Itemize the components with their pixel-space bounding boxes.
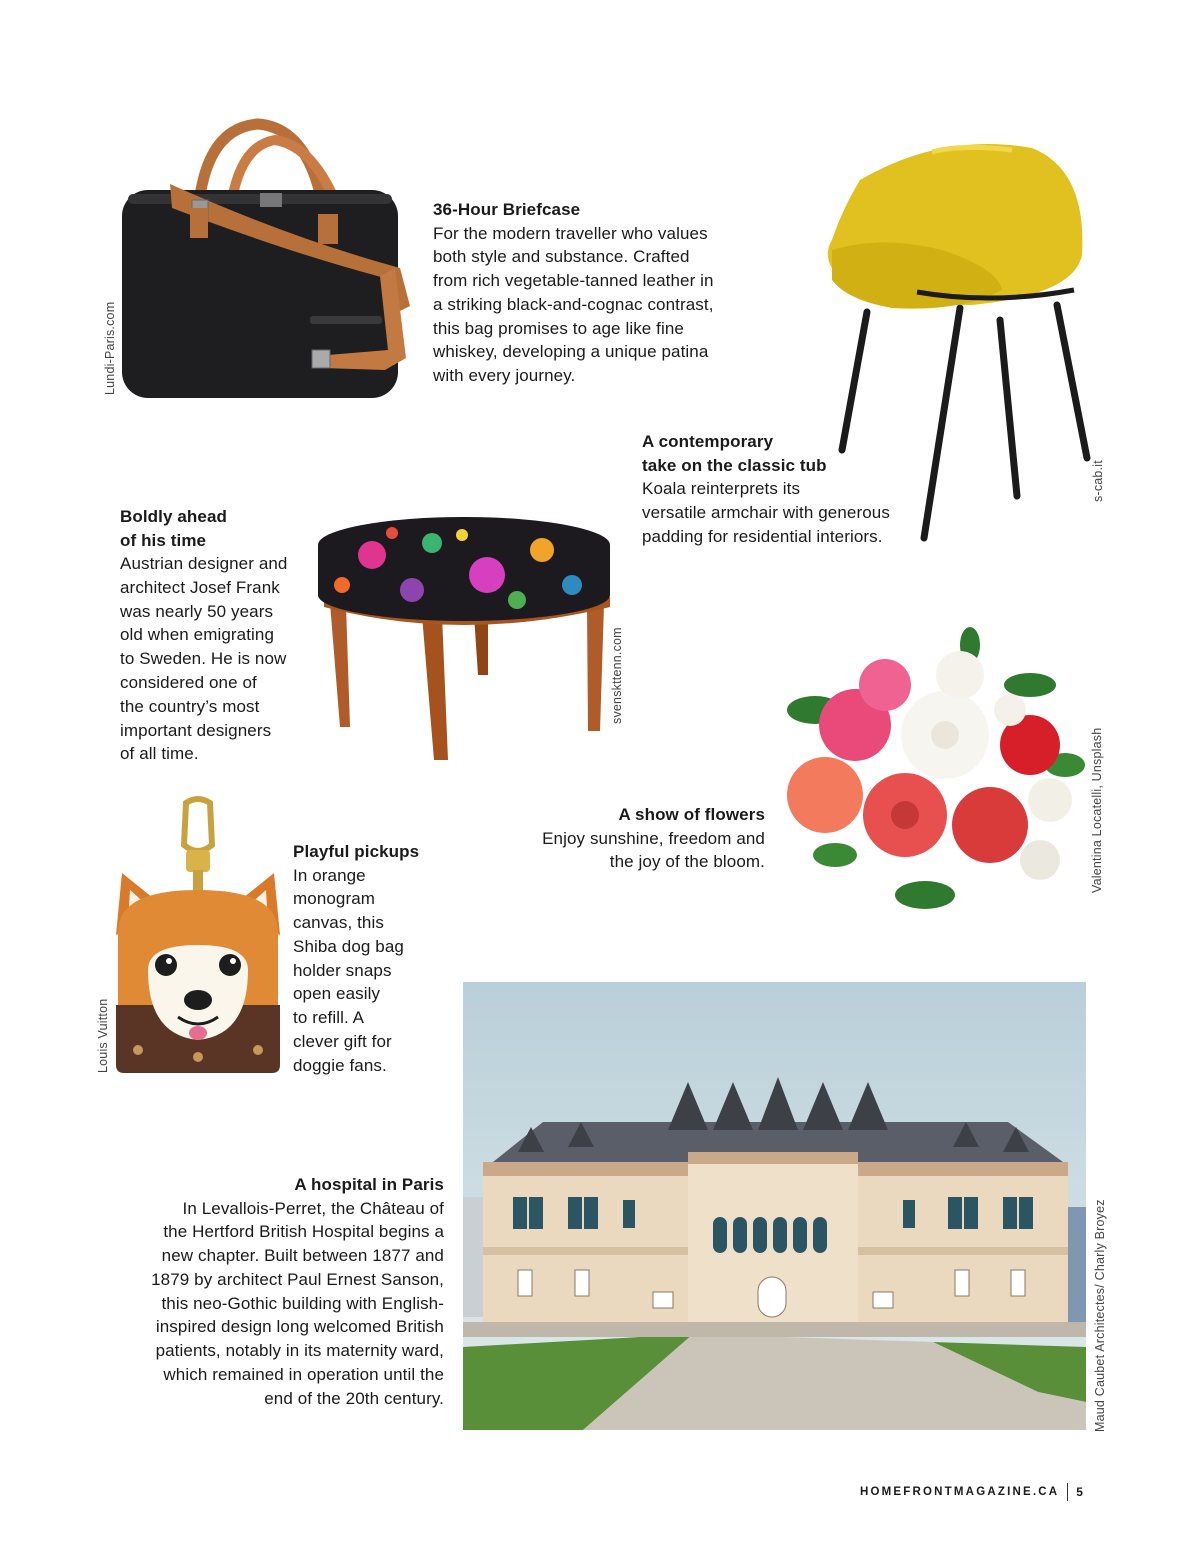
briefcase-title: 36-Hour Briefcase bbox=[433, 200, 581, 219]
stool-title: Boldly ahead of his time bbox=[120, 507, 228, 550]
dog-bag-photo-credit: Louis Vuitton bbox=[96, 998, 110, 1073]
flowers-title: A show of flowers bbox=[618, 805, 765, 824]
stool-photo-credit: svenskttenn.com bbox=[610, 627, 624, 724]
footer-website: HOMEFRONTMAGAZINE.CA bbox=[860, 1486, 1060, 1498]
pickups-description: In orange monogram canvas, this Shiba dog bag holder snaps open easily to refill. A clever gift for doggie fans. bbox=[293, 865, 404, 1075]
hospital-title: A hospital in Paris bbox=[294, 1175, 444, 1194]
stool-image bbox=[312, 515, 617, 765]
chateau-image bbox=[463, 982, 1086, 1430]
dog-bag-holder-image bbox=[108, 795, 288, 1075]
hospital-photo bbox=[463, 982, 1086, 1430]
page-footer bbox=[860, 1483, 1083, 1501]
stool-description: Austrian designer and architect Josef Frank was nearly 50 years old when emigrating to Sweden. He is now considered one of the country’s most important designers of all time. bbox=[120, 554, 288, 764]
pickups-title: Playful pickups bbox=[293, 842, 420, 861]
chair-title: A contemporary take on the classic tub bbox=[642, 432, 827, 475]
page-number: 5 bbox=[1076, 1485, 1083, 1499]
chair-photo-credit: s-cab.it bbox=[1091, 460, 1105, 502]
briefcase-image bbox=[110, 118, 410, 408]
flowers-description: Enjoy sunshine, freedom and the joy of the bloom. bbox=[542, 828, 765, 872]
flowers-photo-credit: Valentina Locatelli, Unsplash bbox=[1090, 727, 1104, 893]
footer-divider bbox=[1067, 1483, 1068, 1501]
briefcase-description: For the modern traveller who values both style and substance. Crafted from rich vegetable-tanned leather in a striking black-and-cognac contrast, this bag promises to age like fine whiskey, developing a unique patina with every journey. bbox=[433, 223, 714, 386]
chair-description: Koala reinterprets its versatile armchair with generous padding for residential interiors. bbox=[642, 479, 890, 546]
hospital-photo-credit: Maud Caubet Architectes/ Charly Broyez bbox=[1093, 1199, 1107, 1432]
hospital-description: In Levallois-Perret, the Château of the Hertford British Hospital begins a new chapter. Built between 1877 and 1879 by architect Paul Ernest Sanson, this neo-Gothic building with English- inspired design long welcomed British patients, notably in its maternity ward, which remained in operation until the end of the 20th century. bbox=[151, 1198, 444, 1408]
briefcase-photo-credit: Lundi-Paris.com bbox=[103, 301, 117, 395]
flower-bouquet-image bbox=[775, 625, 1090, 915]
